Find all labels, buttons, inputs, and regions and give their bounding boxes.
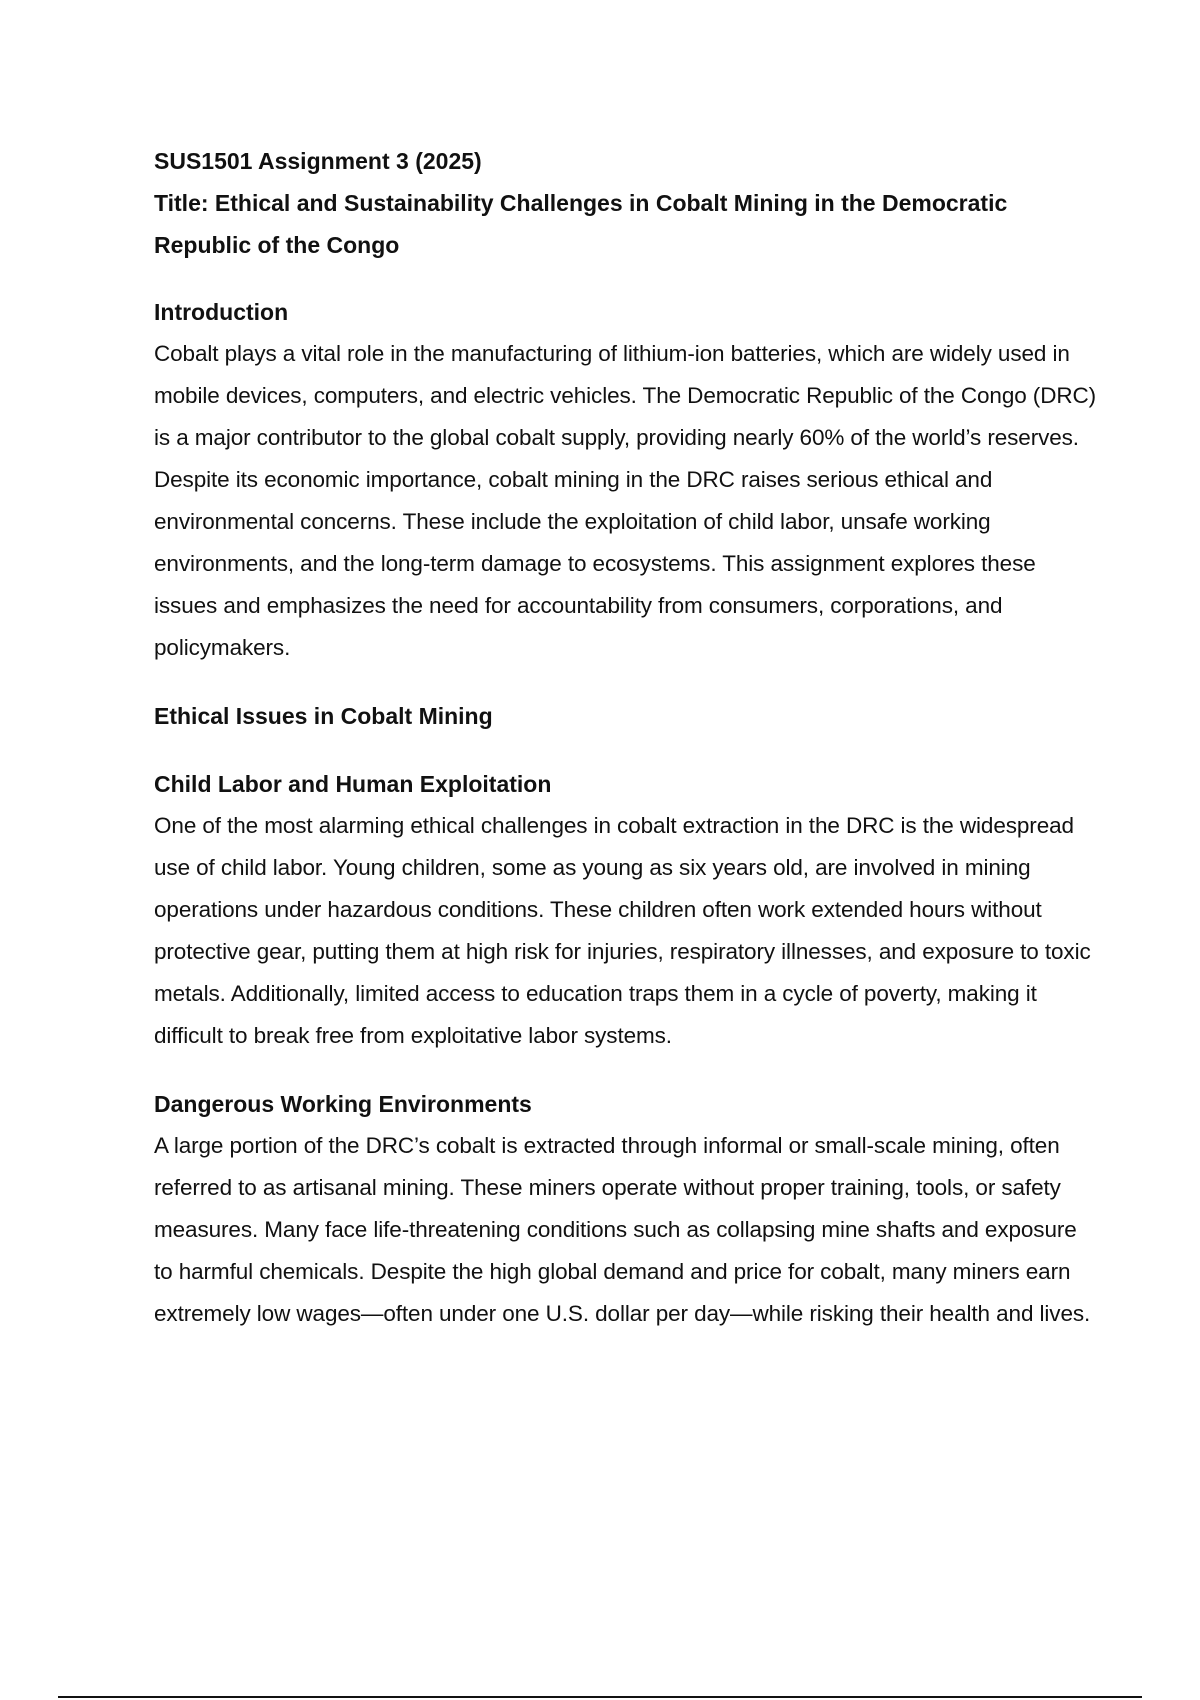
spacer	[154, 1057, 1099, 1083]
footer-divider	[58, 1696, 1142, 1698]
document-content	[154, 140, 1099, 1335]
spacer	[154, 669, 1099, 695]
introduction-heading: Introduction	[154, 299, 289, 325]
dangerous-work-heading: Dangerous Working Environments	[154, 1091, 532, 1117]
child-labor-section	[154, 763, 1099, 1057]
child-labor-heading: Child Labor and Human Exploitation	[154, 771, 552, 797]
introduction-body: Cobalt plays a vital role in the manufacturing of lithium-ion batteries, which are widely used in mobile devices, computers, and electric vehicles. The Democratic Republic of the Congo (DRC) is a major contributor to the global cobalt supply, providing nearly 60% of the world’s reserves. Despite its economic importance, cobalt mining in the DRC raises serious ethical and environmental concerns. These include the exploitation of child labor, unsafe working environments, and the long-term damage to ecosystems. This assignment explores these issues and emphasizes the need for accountability from consumers, corporations, and policymakers.	[154, 341, 1097, 660]
dangerous-work-section	[154, 1083, 1099, 1335]
course-line: SUS1501 Assignment 3 (2025)	[154, 148, 482, 174]
spacer	[154, 266, 1099, 291]
ethical-issues-heading: Ethical Issues in Cobalt Mining	[154, 703, 493, 729]
title-block	[154, 140, 1099, 266]
dangerous-work-body: A large portion of the DRC’s cobalt is extracted through informal or small-scale mining, often referred to as artisanal mining. These miners operate without proper training, tools, or safety measures. Many face life-threatening conditions such as collapsing mine shafts and exposure to harmful chemicals. Despite the high global demand and price for cobalt, many miners earn extremely low wages—often under one U.S. dollar per day—while risking their health and lives.	[154, 1133, 1091, 1326]
spacer	[154, 737, 1099, 763]
document-title: Title: Ethical and Sustainability Challenges in Cobalt Mining in the Democratic Republic of the Congo	[154, 190, 1008, 258]
introduction-section	[154, 291, 1099, 669]
child-labor-body: One of the most alarming ethical challenges in cobalt extraction in the DRC is the widespread use of child labor. Young children, some as young as six years old, are involved in mining operations under hazardous conditions. These children often work extended hours without protective gear, putting them at high risk for injuries, respiratory illnesses, and exposure to toxic metals. Additionally, limited access to education traps them in a cycle of poverty, making it difficult to break free from exploitative labor systems.	[154, 813, 1091, 1048]
ethical-issues-section	[154, 695, 1099, 737]
